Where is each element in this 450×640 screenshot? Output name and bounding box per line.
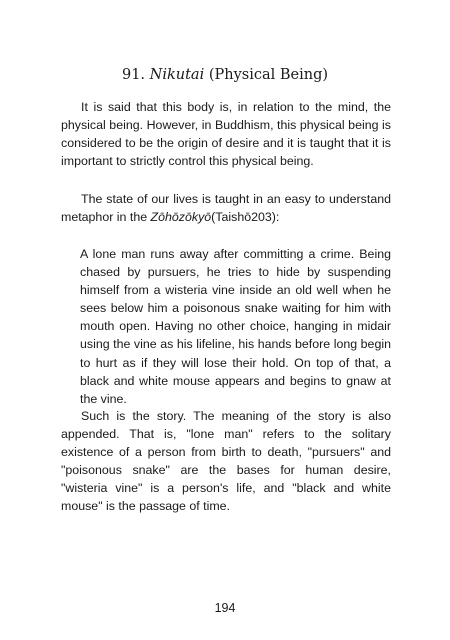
paragraph-metaphor xyxy=(61,190,391,226)
page-number: 194 xyxy=(214,601,236,615)
paragraph-intro: It is said that this body is, in relation to the mind, the physical being. However, in Buddhism, this physical being is considered to be the origin of desire and it is taught that it is important to strictly control this physical being. xyxy=(61,100,391,169)
chapter-term: Nikutai xyxy=(149,67,205,83)
paragraph-metaphor-lead: The state of our lives is taught in an easy to understand metaphor in the xyxy=(61,192,391,225)
block-quote-story: A lone man runs away after committing a crime. Being chased by pursuers, he tries to hide by suspending himself from a wisteria vine inside an old well when he sees below him a poisonous snake waiting for him with mouth open. Having no other choice, hanging in midair using the vine as his lifeline, his hands before long begin to hurt as if they will lose their hold. On top of that, a black and white mouse appears and begins to gnaw at the vine. xyxy=(80,247,391,406)
chapter-gloss: (Physical Being) xyxy=(208,67,329,83)
sutra-citation: (Taishō203): xyxy=(211,210,280,225)
chapter-number: 91. xyxy=(121,67,146,83)
chapter-title xyxy=(0,66,450,84)
sutra-title: Zōhōzōkyō xyxy=(150,210,212,225)
paragraph-meaning: Such is the story. The meaning of the story is also appended. That is, "lone man" refers to the solitary existence of a person from birth to death, "pursuers" and "poisonous snake" are the bases for human desire, "wisteria vine" is a person's life, and "black and white mouse" is the passage of time. xyxy=(61,409,391,514)
